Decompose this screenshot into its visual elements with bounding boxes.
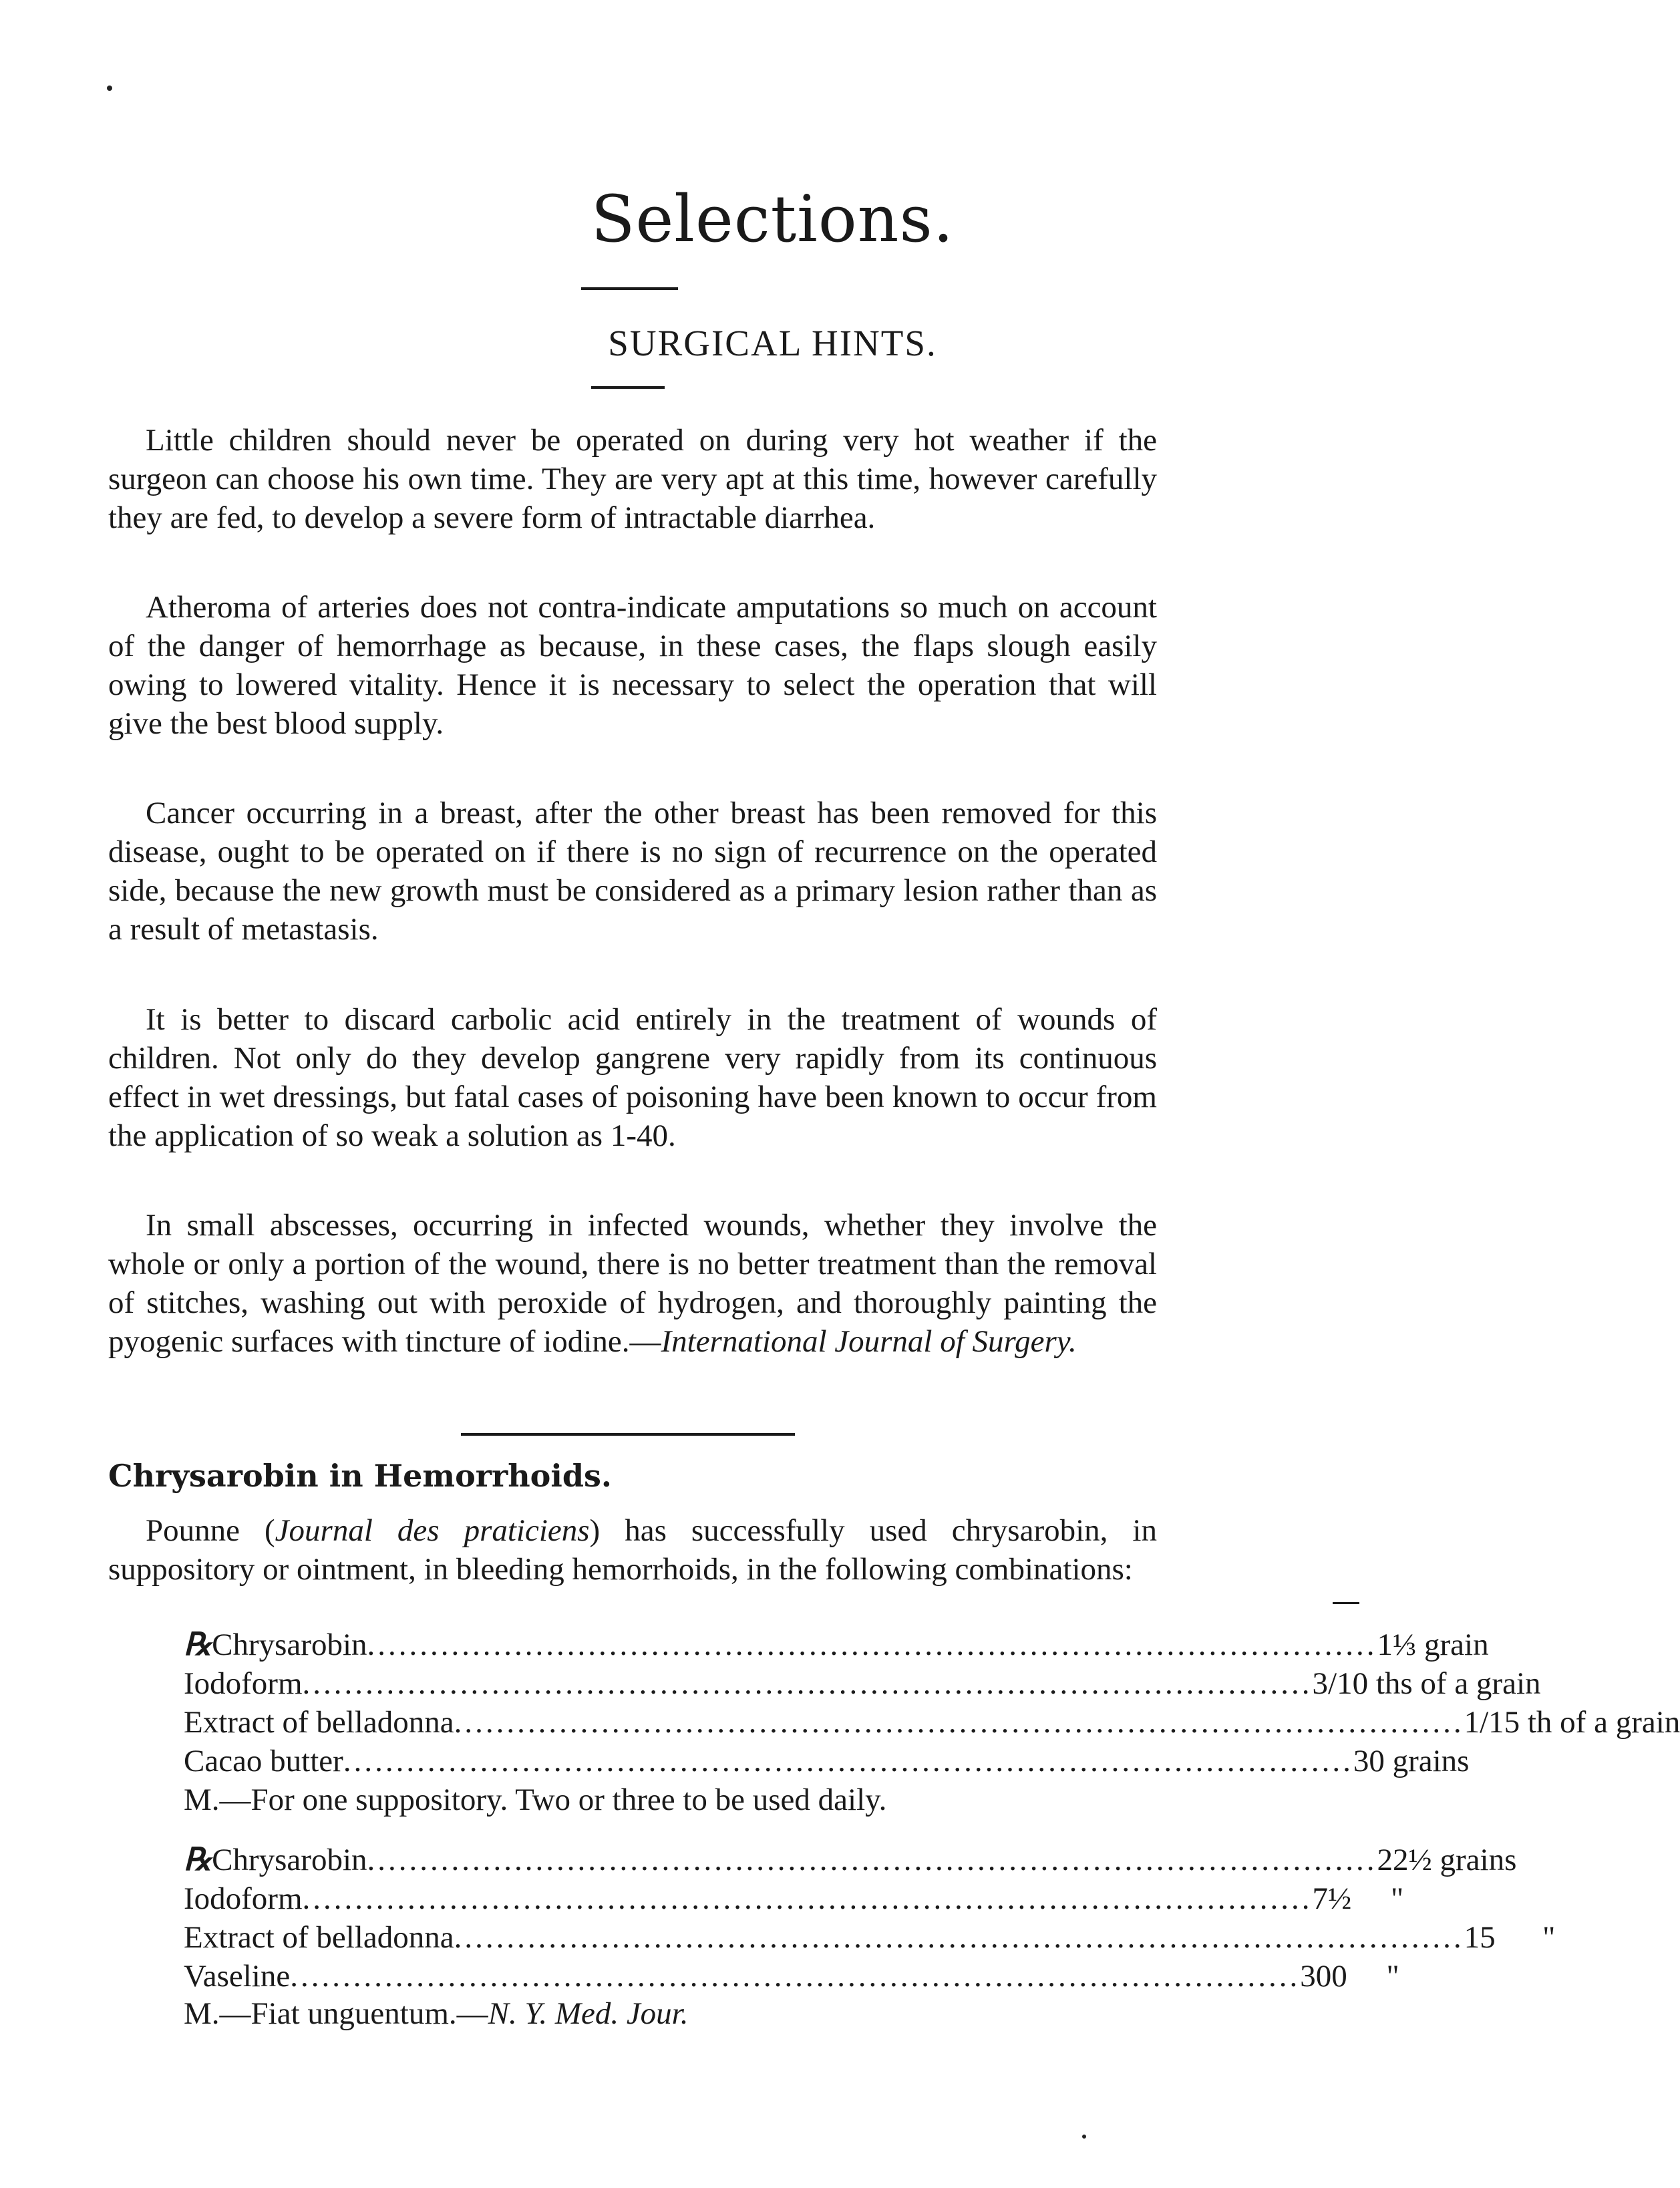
recipe2-source: N. Y. Med. Jour. (488, 1996, 689, 2031)
ink-speck (107, 86, 112, 91)
section2-intro: Pounne (Journal des praticiens) has successfully used chrysarobin, in suppository or ointment, in bleeding hemorrhoids, in the following combinations: (108, 1513, 1157, 1587)
journal-name: Journal des praticiens (275, 1513, 590, 1548)
recipe-row: ℞ Chrysarobin ................................................................................................ 1⅓ grain (184, 1625, 1159, 1664)
page-title: Selections. (591, 182, 955, 257)
section-title: SURGICAL HINTS. (608, 323, 937, 363)
rx-symbol: ℞ (184, 1843, 212, 1877)
recipe-row: Cacao butter ................................................................................................ 30 grains (184, 1742, 1159, 1780)
recipe1-directions: M.—For one suppository. Two or three to be used daily. (184, 1782, 887, 1817)
dot-leader: ................................................................................................ (367, 1843, 1377, 1877)
margin-mark (1333, 1602, 1359, 1604)
abscess-source: International Journal of Surgery. (661, 1324, 1077, 1359)
dot-leader: ................................................................................................ (454, 1705, 1464, 1740)
recipe2-directions: M.—Fiat unguentum.—N. Y. Med. Jour. (184, 1996, 689, 2031)
dot-leader: ................................................................................................ (367, 1627, 1377, 1662)
dot-leader: ................................................................................................ (290, 1959, 1301, 1994)
dot-leader: ................................................................................................ (343, 1744, 1353, 1778)
paragraph-cancer: Cancer occurring in a breast, after the other breast has been removed for this disease, ought to be operated on if there is no sign of recurrence on the operated side, because the new growth must be considered as a primary lesion rather than as a result of metastasis. (108, 796, 1157, 947)
title-rule (581, 287, 678, 290)
ink-speck (1082, 2135, 1086, 2139)
rx-symbol: ℞ (184, 1627, 212, 1662)
dot-leader: ................................................................................................ (454, 1920, 1464, 1955)
recipe-row: Vaseline ................................................................................................ 300 " (184, 1957, 1106, 1996)
paragraph-carbolic: It is better to discard carbolic acid entirely in the treatment of wounds of children. Not only do they develop gangrene very rapidly from its continuous effect in wet dressings, but fatal cases of poisoning have been known to occur from the application of so weak a solution as 1-40. (108, 1002, 1157, 1153)
recipe-suppository (184, 1625, 1680, 1780)
dot-leader: ................................................................................................ (302, 1881, 1313, 1916)
dot-leader: ................................................................................................ (302, 1666, 1313, 1701)
abscess-text: In small abscesses, occurring in infected wounds, whether they involve the whole or only a portion of the wound, there is no better treatment than the removal of stitches, washing out with peroxide of hydrogen, and thoroughly painting the pyogenic surfaces with tincture of iodine.— (108, 1208, 1157, 1359)
recipe-ointment (184, 1841, 1556, 1996)
paragraph-abscesses (108, 1206, 1157, 1361)
recipe-row: Extract of belladonna ................................................................................................ 1/15 th of a grain (184, 1703, 1159, 1742)
subtitle-rule (591, 386, 665, 389)
recipe-row: Iodoform ................................................................................................ 7½ " (184, 1879, 1106, 1918)
section2-title: Chrysarobin in Hemorrhoids. (108, 1458, 612, 1494)
recipe-row: ℞ Chrysarobin ................................................................................................ 22½ grains (184, 1841, 1106, 1879)
paragraph-children: Little children should never be operated on during very hot weather if the surgeon can choose his own time. They are very apt at this time, however carefully they are fed, to develop a severe form of intractable diarrhea. (108, 423, 1157, 535)
recipe-row: Iodoform ................................................................................................ 3/10 ths of a grain (184, 1664, 1159, 1703)
paragraph-atheroma: Atheroma of arteries does not contra-indicate amputations so much on account of the danger of hemorrhage as because, in these cases, the flaps slough easily owing to lowered vitality. Hence it is necessary to select the operation that will give the best blood supply. (108, 590, 1157, 741)
recipe-row: Extract of belladonna ................................................................................................ 15 " (184, 1918, 1106, 1957)
section-divider (461, 1433, 795, 1436)
